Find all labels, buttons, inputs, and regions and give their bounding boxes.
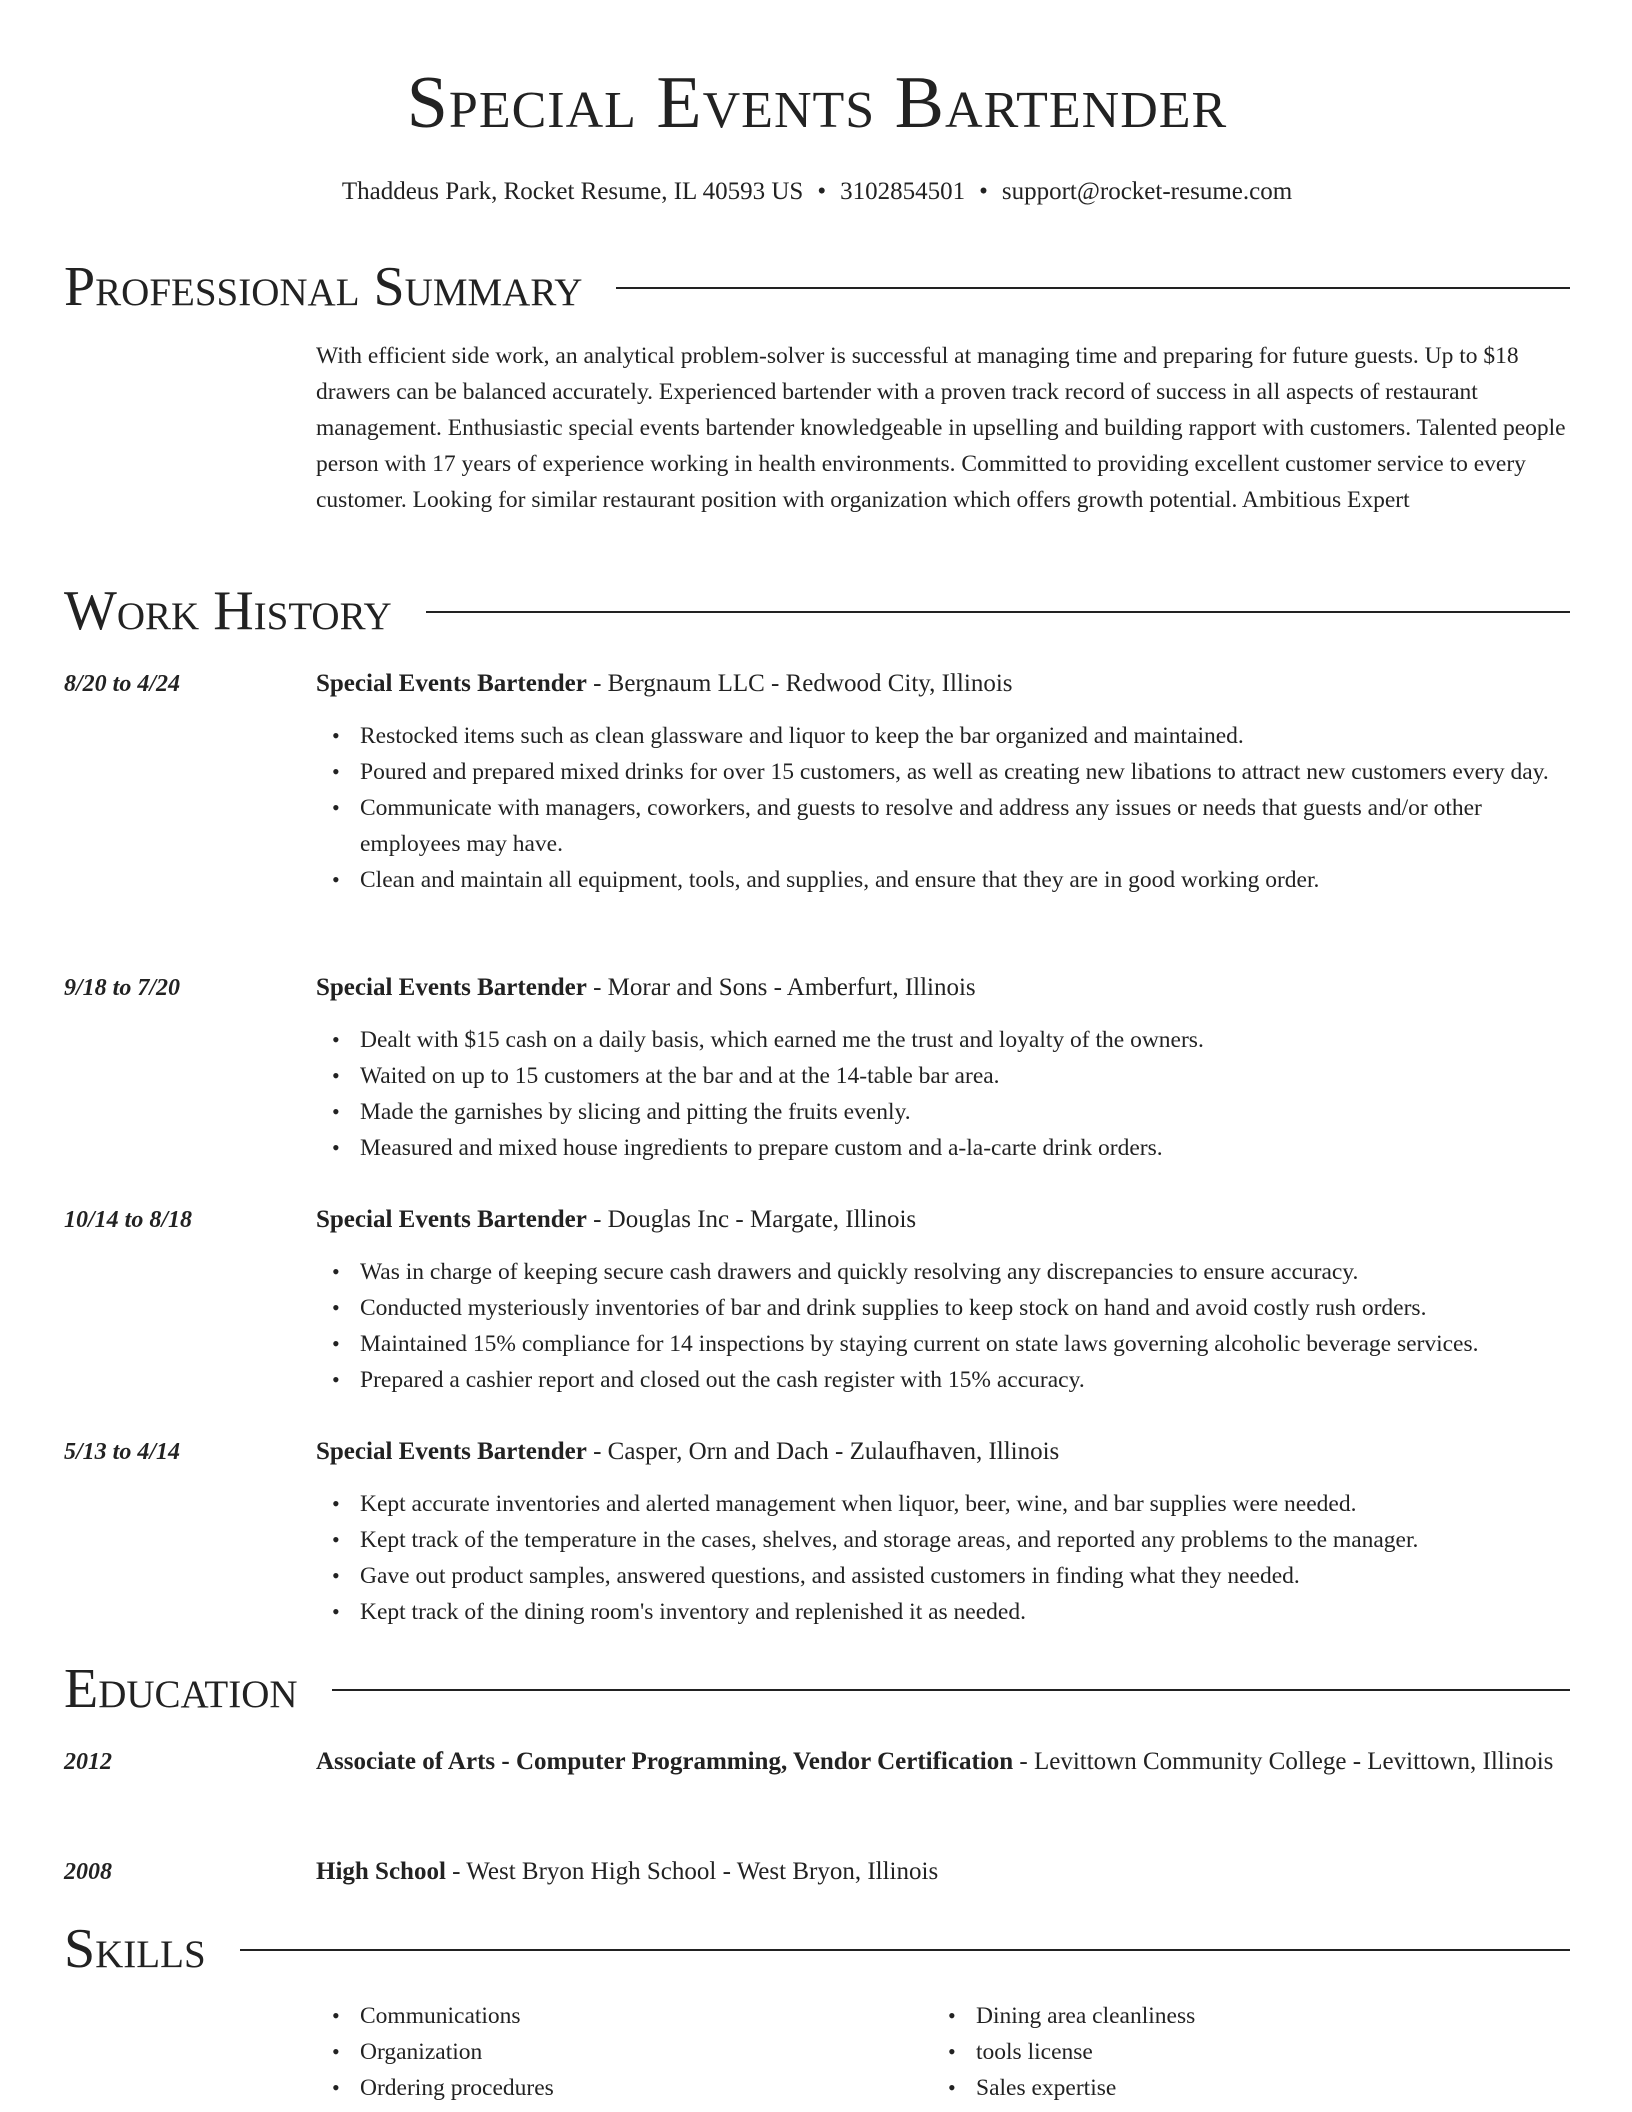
job-bullet: • Conducted mysteriously inventories of bar and drink supplies to keep stock on hand and avoid costly rush orders. <box>360 1290 1570 1326</box>
education-details: - Levittown Community College - Levittown, Illinois <box>1013 1748 1554 1775</box>
job-details: - Douglas Inc - Margate, Illinois <box>586 1206 917 1233</box>
skills-section-header <box>64 1914 1570 1984</box>
education-title-line <box>316 1742 1570 1782</box>
skills-list-left <box>360 1998 920 2106</box>
education-year: 2012 <box>64 1749 112 1775</box>
job-bullets <box>360 1254 1570 1398</box>
job-bullet: • Clean and maintain all equipment, tools, and supplies, and ensure that they are in good working order. <box>360 862 1570 898</box>
section-divider <box>616 287 1570 289</box>
skill-item: • Dining area cleanliness <box>976 1998 1536 2034</box>
contact-address: Thaddeus Park, Rocket Resume, IL 40593 US <box>341 178 804 205</box>
contact-separator: • <box>979 178 988 205</box>
job-title-line <box>316 1432 1570 1472</box>
skill-item: • tools license <box>976 2034 1536 2070</box>
job-details: - Casper, Orn and Dach - Zulaufhaven, Illinois <box>586 1438 1060 1465</box>
job-bullet: • Restocked items such as clean glassware and liquor to keep the bar organized and maintained. <box>360 718 1570 754</box>
section-divider <box>240 1949 1570 1951</box>
education-degree: High School <box>316 1858 446 1885</box>
contact-line <box>64 172 1570 212</box>
job-bullet: • Kept track of the dining room's inventory and replenished it as needed. <box>360 1594 1570 1630</box>
summary-section-header <box>64 252 1570 322</box>
education-section-header <box>64 1654 1570 1724</box>
job-dates: 10/14 to 8/18 <box>64 1207 193 1233</box>
job-title: Special Events Bartender <box>316 974 587 1001</box>
job-title-line <box>316 968 1570 1008</box>
job-bullet: • Maintained 15% compliance for 14 inspections by staying current on state laws governing alcoholic beverage services. <box>360 1326 1570 1362</box>
job-bullet: • Kept track of the temperature in the cases, shelves, and storage areas, and reported any problems to the manager. <box>360 1522 1570 1558</box>
work-section-header <box>64 576 1570 646</box>
job-title-line <box>316 664 1570 704</box>
job-bullet: • Measured and mixed house ingredients to prepare custom and a-la-carte drink orders. <box>360 1130 1570 1166</box>
job-dates: 5/13 to 4/14 <box>64 1439 181 1465</box>
job-bullet: • Gave out product samples, answered questions, and assisted customers in finding what they needed. <box>360 1558 1570 1594</box>
summary-text: With efficient side work, an analytical problem-solver is successful at managing time and preparing for future guests. Up to $18 drawers can be balanced accurately. Experienced bartender with a proven track record of success in all aspects of restaurant management. Enthusiastic special events bartender knowledgeable in upselling and building rapport with customers. Talented people person with 17 years of experience working in health environments. Committed to providing excellent customer service to every customer. Looking for similar restaurant position with organization which offers growth potential. Ambitious Expert <box>316 343 1566 513</box>
resume-page <box>64 0 1570 2112</box>
skills-list-right <box>976 1998 1536 2106</box>
skill-item: • Organization <box>360 2034 920 2070</box>
education-heading: Education <box>64 1658 298 1720</box>
section-divider <box>426 611 1570 613</box>
job-title-line <box>316 1200 1570 1240</box>
education-title-line <box>316 1852 1570 1892</box>
job-bullets <box>360 718 1570 898</box>
job-dates: 8/20 to 4/24 <box>64 671 181 697</box>
skill-item: • Ordering procedures <box>360 2070 920 2106</box>
section-divider <box>332 1689 1570 1691</box>
summary-heading: Professional Summary <box>64 256 583 318</box>
contact-email: support@rocket-resume.com <box>1001 178 1293 205</box>
job-bullet: • Made the garnishes by slicing and pitting the fruits evenly. <box>360 1094 1570 1130</box>
job-bullets <box>360 1022 1570 1166</box>
job-bullets <box>360 1486 1570 1630</box>
job-bullet: • Kept accurate inventories and alerted management when liquor, beer, wine, and bar supplies were needed. <box>360 1486 1570 1522</box>
job-details: - Bergnaum LLC - Redwood City, Illinois <box>586 670 1013 697</box>
job-bullet: • Dealt with $15 cash on a daily basis, which earned me the trust and loyalty of the owners. <box>360 1022 1570 1058</box>
education-details: - West Bryon High School - West Bryon, Illinois <box>445 1858 939 1885</box>
job-title: Special Events Bartender <box>316 1438 587 1465</box>
education-year: 2008 <box>64 1859 112 1885</box>
job-details: - Morar and Sons - Amberfurt, Illinois <box>586 974 976 1001</box>
skill-item: • Sales expertise <box>976 2070 1536 2106</box>
job-title: Special Events Bartender <box>316 1206 587 1233</box>
work-heading: Work History <box>64 580 392 642</box>
contact-separator: • <box>817 178 827 205</box>
job-bullet: • Waited on up to 15 customers at the bar and at the 14-table bar area. <box>360 1058 1570 1094</box>
job-bullet: • Prepared a cashier report and closed out the cash register with 15% accuracy. <box>360 1362 1570 1398</box>
job-bullet: • Communicate with managers, coworkers, and guests to resolve and address any issues or needs that guests and/or other employees may have. <box>360 790 1570 862</box>
resume-name: Special Events Bartender <box>406 62 1228 144</box>
skills-heading: Skills <box>64 1918 206 1980</box>
job-bullet: • Poured and prepared mixed drinks for over 15 customers, as well as creating new libations to attract new customers every day. <box>360 754 1570 790</box>
skill-item: • Communications <box>360 1998 920 2034</box>
job-dates: 9/18 to 7/20 <box>64 975 181 1001</box>
job-title: Special Events Bartender <box>316 670 587 697</box>
job-bullet: • Was in charge of keeping secure cash drawers and quickly resolving any discrepancies to ensure accuracy. <box>360 1254 1570 1290</box>
contact-phone: 3102854501 <box>840 178 966 205</box>
education-degree: Associate of Arts - Computer Programming, Vendor Certification <box>316 1748 1014 1775</box>
